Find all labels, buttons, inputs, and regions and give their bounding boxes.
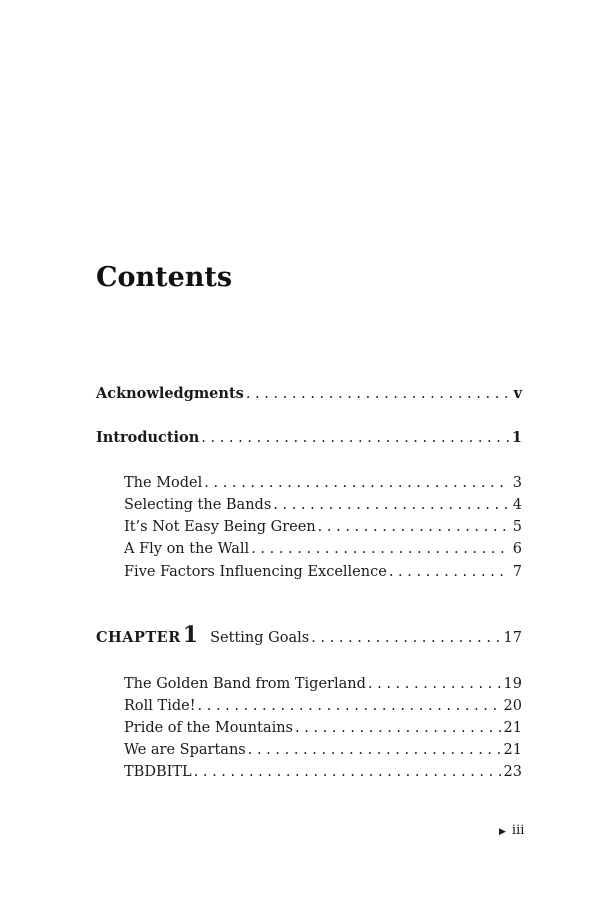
page-folio — [499, 823, 524, 838]
toc-entry-acknowledgments[interactable] — [96, 384, 522, 404]
toc-label: Setting Goals — [210, 630, 310, 646]
toc-page: 23 — [503, 764, 522, 780]
toc-label: A Fly on the Wall — [124, 541, 250, 557]
dot-leader — [311, 628, 500, 648]
toc-label: Roll Tide! — [124, 698, 196, 714]
dot-leader — [251, 539, 510, 559]
toc-label: Selecting the Bands — [124, 497, 272, 513]
toc-entry[interactable] — [124, 517, 522, 537]
toc-label: The Model — [124, 475, 203, 491]
dot-leader — [248, 740, 501, 760]
dot-leader — [204, 473, 509, 493]
folio-page-number: iii — [511, 823, 525, 838]
toc-page: 19 — [503, 676, 522, 692]
toc-page: v — [513, 385, 522, 402]
dot-leader — [198, 696, 501, 716]
toc-page: 21 — [503, 720, 522, 736]
dot-leader — [295, 718, 501, 738]
toc-entry[interactable] — [124, 718, 522, 738]
toc-entry[interactable] — [124, 539, 522, 559]
dot-leader — [273, 495, 510, 515]
toc-label: The Golden Band from Tigerland — [124, 676, 366, 692]
dot-leader — [194, 762, 501, 782]
toc-entry[interactable] — [124, 696, 522, 716]
toc-label: It’s Not Easy Being Green — [124, 519, 316, 535]
toc-entry-chapter-1[interactable] — [96, 622, 522, 648]
toc-label: Pride of the Mountains — [124, 720, 294, 736]
toc-page: 5 — [512, 519, 522, 535]
dot-leader — [201, 428, 509, 448]
toc-entry[interactable] — [124, 562, 522, 582]
toc-page: 4 — [512, 497, 522, 513]
toc-entry[interactable] — [124, 740, 522, 760]
toc-label: We are Spartans — [124, 742, 246, 758]
chapter-prefix: CHAPTER — [96, 629, 181, 646]
toc-label: Introduction — [96, 429, 200, 446]
toc-label: Five Factors Influencing Excellence — [124, 564, 387, 580]
page-title: Contents — [96, 262, 233, 293]
toc-page: 17 — [503, 630, 522, 646]
toc-entry[interactable] — [124, 495, 522, 515]
toc-entry-introduction[interactable] — [96, 428, 522, 448]
toc-page: 7 — [512, 564, 522, 580]
toc-page: 6 — [512, 541, 522, 557]
toc-label: Acknowledgments — [96, 385, 244, 402]
toc-page: 20 — [503, 698, 522, 714]
chapter-number: 1 — [182, 622, 199, 648]
toc-page: 1 — [511, 429, 522, 446]
toc-page: 3 — [512, 475, 522, 491]
dot-leader — [318, 517, 510, 537]
toc-entry[interactable] — [124, 473, 522, 493]
toc-page: 21 — [503, 742, 522, 758]
toc-entry[interactable] — [124, 762, 522, 782]
dot-leader — [246, 384, 511, 404]
dot-leader — [389, 562, 510, 582]
toc-label: TBDBITL — [124, 764, 192, 780]
triangle-right-icon: ▶ — [499, 827, 506, 837]
toc-entry[interactable] — [124, 674, 522, 694]
dot-leader — [368, 674, 501, 694]
